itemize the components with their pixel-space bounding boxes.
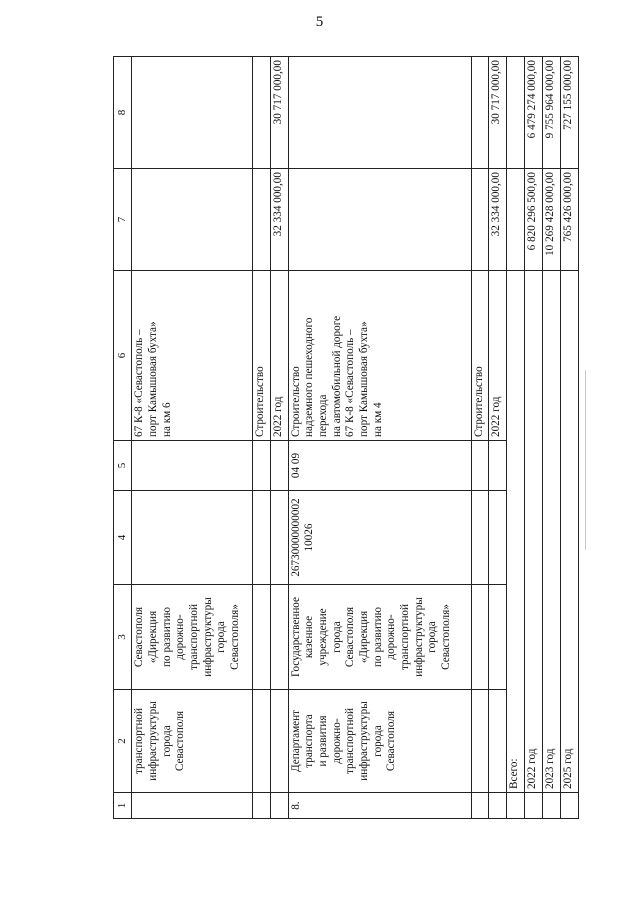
total-row	[543, 57, 561, 819]
col-header-3: 3	[114, 585, 132, 690]
cell: Строительство	[252, 271, 270, 441]
cell	[270, 585, 288, 690]
cell	[507, 169, 525, 271]
cell	[252, 169, 270, 271]
cell: транспортной инфраструктуры города Севастополя	[132, 690, 253, 793]
total-row	[525, 57, 543, 819]
cell: Строительство	[471, 271, 489, 441]
cell: 2022 год	[270, 271, 288, 441]
cell	[288, 57, 471, 169]
cell	[471, 441, 489, 491]
cell: Департамент транспорта и развития дорожно- транспортной инфраструктуры города Севастополя	[288, 690, 471, 793]
table-row	[252, 57, 270, 819]
col-header-5: 5	[114, 441, 132, 491]
cell	[489, 491, 507, 585]
cell	[252, 441, 270, 491]
cell: 30 717 000,00	[270, 57, 288, 169]
rotated-table-frame	[113, 57, 579, 819]
cell	[471, 793, 489, 819]
cell: 6 479 274 000,00	[525, 57, 543, 169]
cell	[507, 57, 525, 169]
table-row	[132, 57, 253, 819]
col-header-7: 7	[114, 169, 132, 271]
cell	[132, 441, 253, 491]
total-year-label: 2023 год	[543, 271, 561, 793]
cell: Строительство надземного пешеходного перехода на автомобильной дороге 67 К-8 «Севастополь – порт Камышовая бухта» на км 4	[288, 271, 471, 441]
cell: 10 269 428 000,00	[543, 169, 561, 271]
cell: 32 334 000,00	[489, 169, 507, 271]
margin-line	[585, 370, 586, 550]
page-number: 5	[315, 14, 324, 30]
cell: 6 820 296 500,00	[525, 169, 543, 271]
cell	[252, 690, 270, 793]
cell	[489, 793, 507, 819]
col-header-1: 1	[114, 793, 132, 819]
budget-table	[113, 56, 579, 819]
cell: 9 755 964 000,00	[543, 57, 561, 169]
cell	[507, 793, 525, 819]
cell: 765 426 000,00	[561, 169, 579, 271]
cell	[252, 57, 270, 169]
cell: 8.	[288, 793, 471, 819]
cell: Севастополя «Дирекция по развитию дорожно- транспортной инфраструктуры города Севастополя»	[132, 585, 253, 690]
total-row	[507, 57, 525, 819]
col-header-6: 6	[114, 271, 132, 441]
cell	[471, 585, 489, 690]
cell	[252, 793, 270, 819]
cell	[489, 441, 507, 491]
cell	[525, 793, 543, 819]
total-year-label: 2025 год	[561, 271, 579, 793]
cell	[471, 491, 489, 585]
cell	[132, 793, 253, 819]
total-year-label: 2022 год	[525, 271, 543, 793]
cell: 30 717 000,00	[489, 57, 507, 169]
table-row	[270, 57, 288, 819]
cell	[471, 690, 489, 793]
cell	[270, 441, 288, 491]
cell: 26730000000002 10026	[288, 491, 471, 585]
col-header-4: 4	[114, 491, 132, 585]
cell	[543, 793, 561, 819]
total-label: Всего:	[507, 271, 525, 793]
table-row	[288, 57, 471, 819]
col-header-2: 2	[114, 690, 132, 793]
table-row	[471, 57, 489, 819]
header-row	[114, 57, 132, 819]
cell: 67 К-8 «Севастополь – порт Камышовая бухта» на км 6	[132, 271, 253, 441]
cell	[561, 793, 579, 819]
cell	[132, 169, 253, 271]
cell: Государственное казенное учреждение города Севастополя «Дирекция по развитию дорожно- транспортной инфраструктуры города Севастополя»	[288, 585, 471, 690]
cell: 727 155 000,00	[561, 57, 579, 169]
cell	[252, 585, 270, 690]
cell	[270, 491, 288, 585]
cell	[489, 690, 507, 793]
cell	[270, 690, 288, 793]
cell: 04 09	[288, 441, 471, 491]
cell	[270, 793, 288, 819]
cell	[471, 169, 489, 271]
cell	[252, 491, 270, 585]
cell	[288, 169, 471, 271]
rotated-table-container	[113, 57, 579, 819]
cell	[132, 491, 253, 585]
cell: 2022 год	[489, 271, 507, 441]
total-row	[561, 57, 579, 819]
cell: 32 334 000,00	[270, 169, 288, 271]
cell	[489, 585, 507, 690]
cell	[132, 57, 253, 169]
cell	[471, 57, 489, 169]
col-header-8: 8	[114, 57, 132, 169]
table-row	[489, 57, 507, 819]
